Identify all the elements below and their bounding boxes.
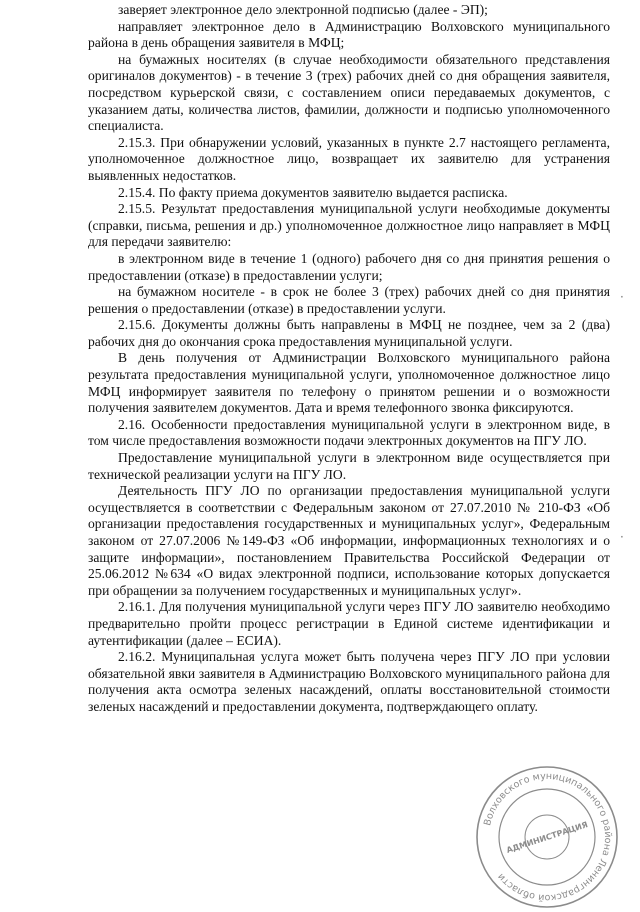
paragraph: в электронном виде в течение 1 (одного) рабочего дня со дня принятия решения о предоставлении (отказе) в предоставлении услуги; <box>88 250 610 283</box>
document-page <box>88 2 610 716</box>
paragraph-section-2-15-6: 2.15.6. Документы должны быть направлены в МФЦ не позднее, чем за 2 (два) рабочих дня до окончания срока предоставления муниципальной услуги. <box>88 317 610 349</box>
paragraph: направляет электронное дело в Администрацию Волховского муниципального района в день обращения заявителя в МФЦ; <box>88 18 610 51</box>
paragraph: на бумажных носителях (в случае необходимости обязательного представления оригиналов документов) - в течение 3 (трех) рабочих дней со дня обращения заявителя, посредством курьерской связи, с составлением описи передаваемых документов, с указанием даты, количества листов, фамилии, должности и подписью уполномоченного специалиста. <box>88 51 610 134</box>
paragraph-section-2-16-2: 2.16.2. Муниципальная услуга может быть получена через ПГУ ЛО при условии обязательной явки заявителя в Администрацию Волховского муниципального района для получения акта осмотра зеленых насаждений, оплаты восстановительной стоимости зеленых насаждений и предоставлении документа, подтверждающего оплату. <box>88 649 610 714</box>
margin-mark: · <box>620 530 624 544</box>
paragraph: заверяет электронное дело электронной подписью (далее - ЭП); <box>118 2 488 17</box>
margin-mark: · <box>620 290 624 304</box>
paragraph-section-2-16: 2.16. Особенности предоставления муниципальной услуги в электронном виде, в том числе предоставления возможности подачи электронных документов на ПГУ ЛО. <box>88 416 610 449</box>
paragraph-section-2-15-3: 2.15.3. При обнаружении условий, указанных в пункте 2.7 настоящего регламента, уполномоченное должностное лицо, возвращает их заявителю для устранения выявленных недостатков. <box>88 134 610 183</box>
paragraph-section-2-15-5: 2.15.5. Результат предоставления муниципальной услуги необходимые документы (справки, письма, решения и др.) уполномоченное должностное лицо направляет в МФЦ для передачи заявителю: <box>88 201 610 250</box>
stamp-center-text: АДМИНИСТРАЦИЯ <box>505 820 589 855</box>
paragraph-section-2-16-1: 2.16.1. Для получения муниципальной услуги через ПГУ ЛО заявителю необходимо предварительно пройти процесс регистрации в Единой системе идентификации и аутентификации (далее – ЕСИА). <box>88 599 610 648</box>
official-stamp <box>472 762 622 912</box>
paragraph: Деятельность ПГУ ЛО по организации предоставления муниципальной услуги осуществляется в соответствии с Федеральным законом от 27.07.2010 № 210-ФЗ «Об организации предоставления государственных и муниципальных услуг», Федеральным законом от 27.07.2006 №149-ФЗ «Об информации, информационных технологиях и о защите информации», постановлением Правительства Российской Федерации от 25.06.2012 №634 «О видах электронной подписи, использование которых допускается при обращении за получением государственных и муниципальных услуг». <box>88 483 610 598</box>
paragraph-section-2-15-4: 2.15.4. По факту приема документов заявителю выдается расписка. <box>118 184 508 200</box>
stamp-ring-text: Волховского муниципального района Ленинградской области <box>482 770 614 904</box>
paragraph: Предоставление муниципальной услуги в электронном виде осуществляется при технической реализации услуги на ПГУ ЛО. <box>88 450 610 482</box>
paragraph: на бумажном носителе - в срок не более 3 (трех) рабочих дней со дня принятия решения о предоставлении (отказе) в предоставлении услуги. <box>88 284 610 316</box>
paragraph: В день получения от Администрации Волховского муниципального района результата предоставления муниципальной услуги, уполномоченное должностное лицо МФЦ информирует заявителя по телефону о принятом решении и о возможности получения заявителем документов. Дата и время телефонного звонка фиксируются. <box>88 350 610 416</box>
